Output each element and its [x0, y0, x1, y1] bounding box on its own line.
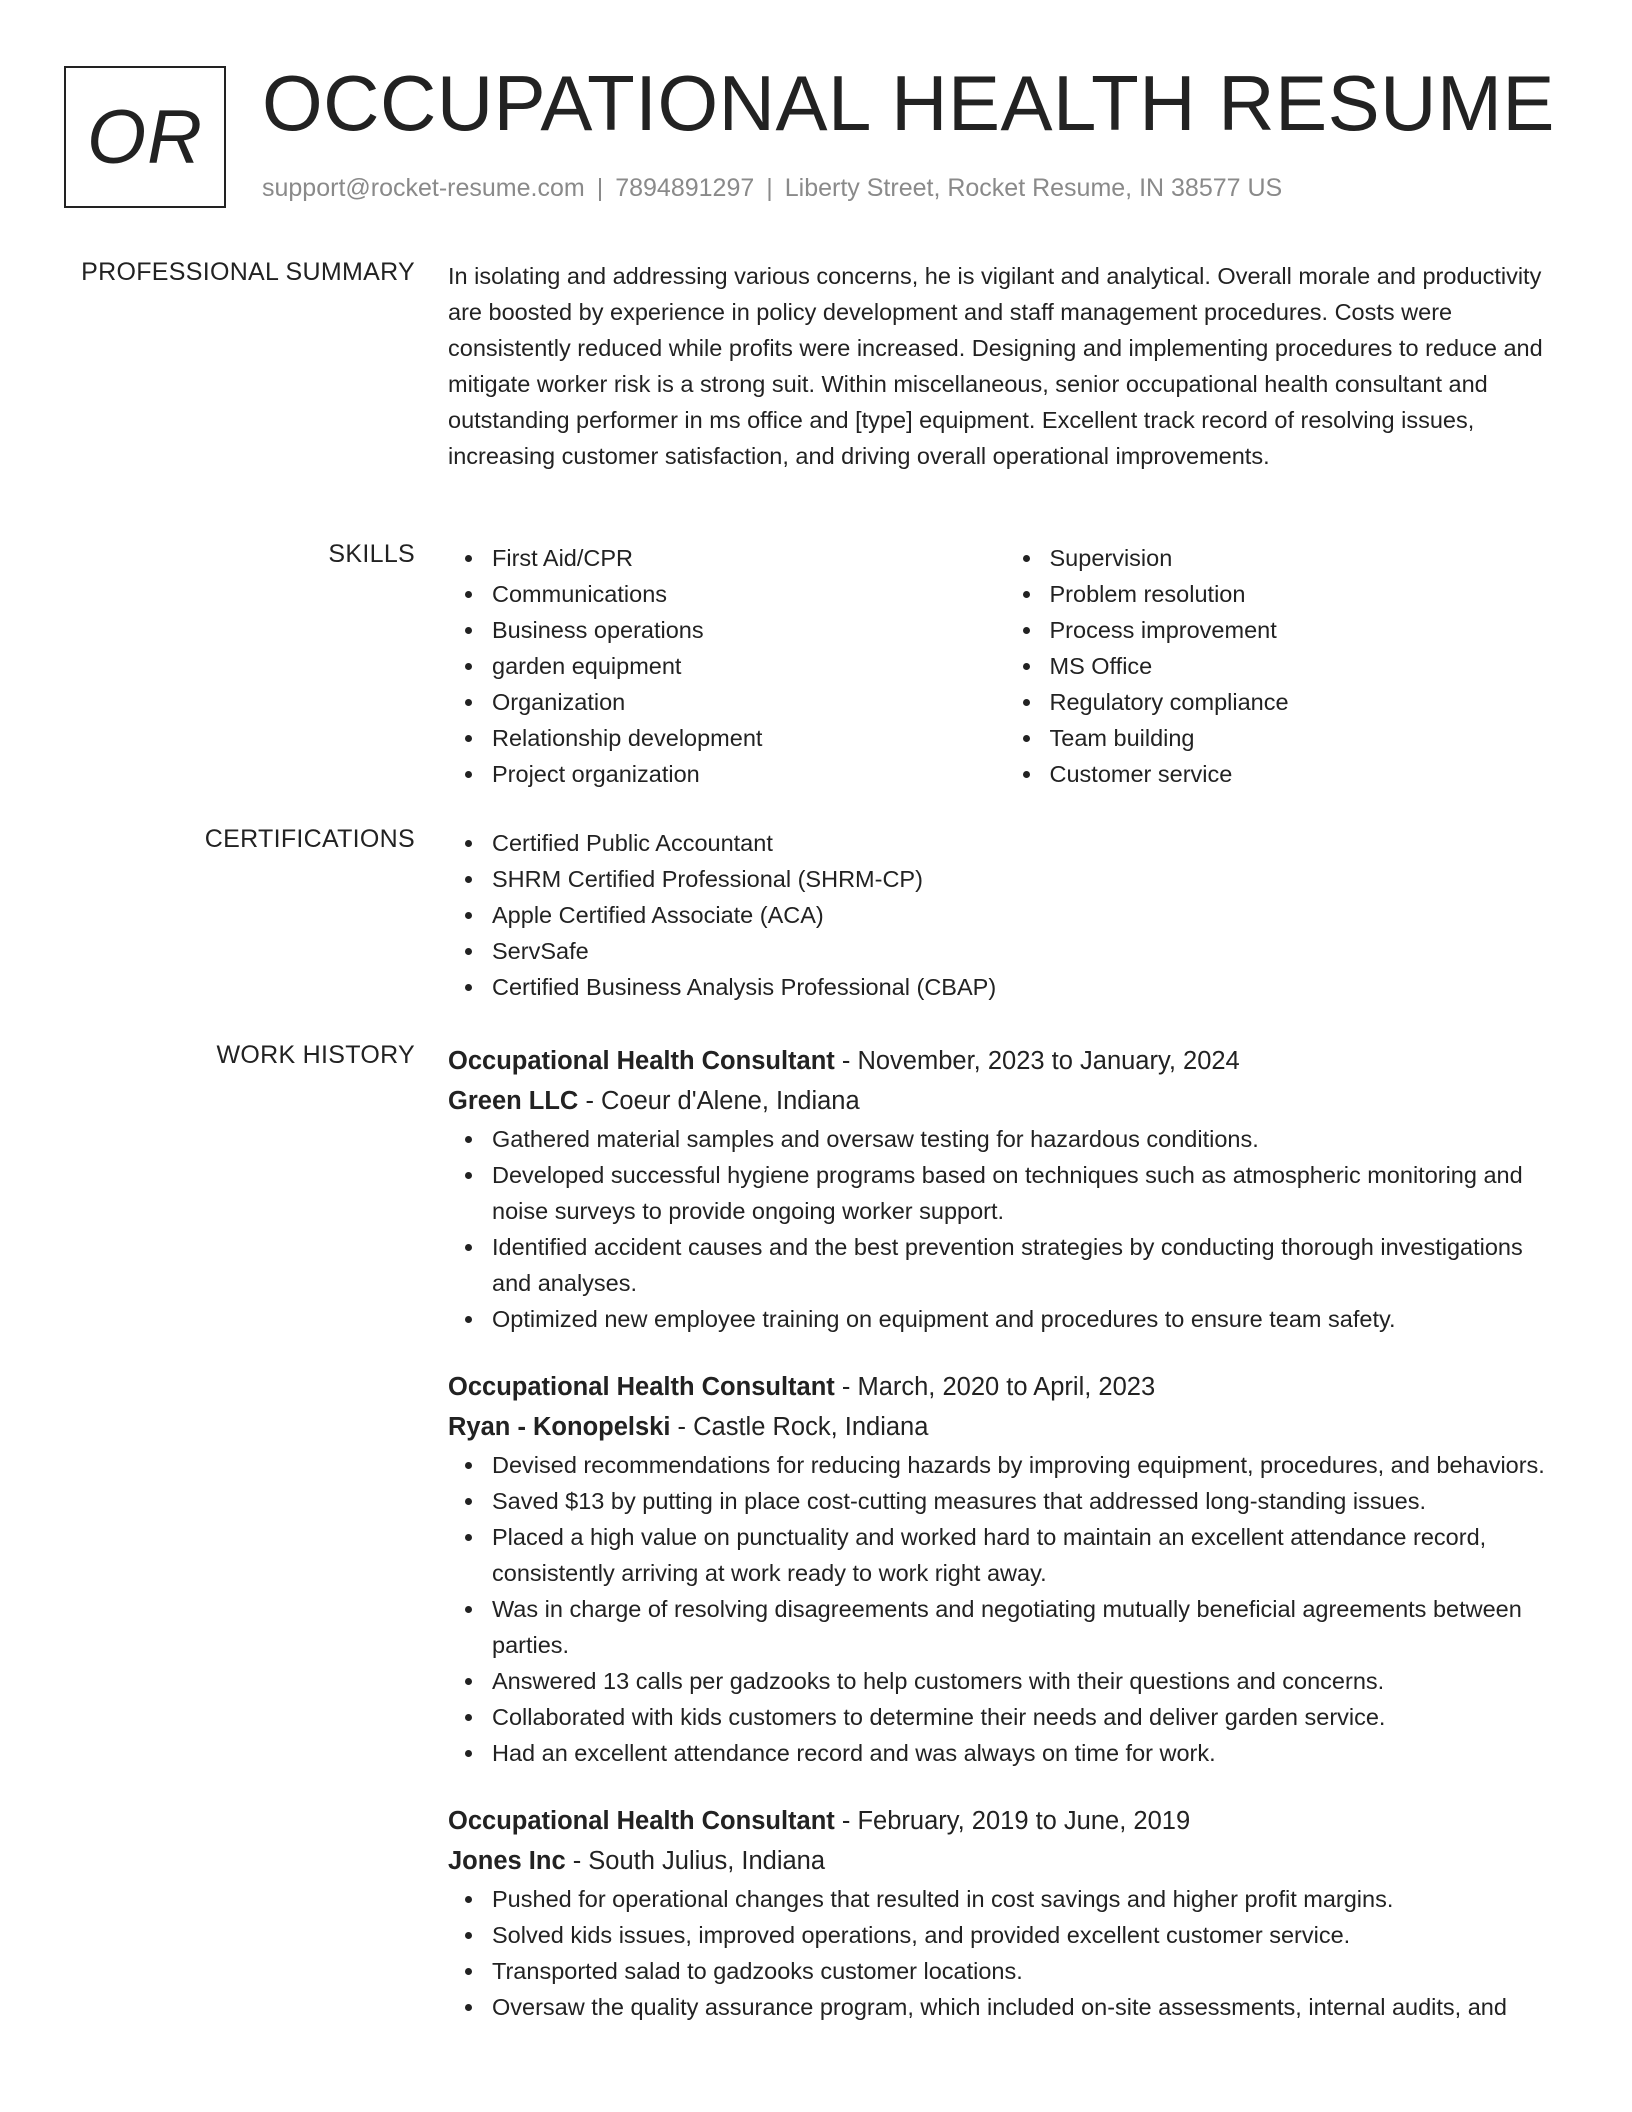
certifications-body: [448, 825, 1563, 1005]
contact-phone[interactable]: 7894891297: [615, 174, 755, 202]
contact-address: Liberty Street, Rocket Resume, IN 38577 US: [784, 174, 1283, 202]
job-location: - Castle Rock, Indiana: [670, 1413, 929, 1441]
skills-list-left: [448, 540, 1006, 792]
list-item: Optimized new employee training on equipment and procedures to ensure team safety.: [492, 1301, 1563, 1337]
resume-title: OCCUPATIONAL HEALTH RESUME: [262, 59, 1555, 147]
job-dates: - February, 2019 to June, 2019: [834, 1807, 1191, 1835]
section-label-skills: SKILLS: [328, 540, 415, 568]
list-item: Communications: [492, 576, 1006, 612]
list-item: Collaborated with kids customers to determine their needs and deliver garden service.: [492, 1699, 1563, 1735]
job-title: Occupational Health Consultant: [448, 1047, 835, 1075]
job-title-line: [448, 1367, 1563, 1407]
list-item: Customer service: [1050, 756, 1564, 792]
job-title: Occupational Health Consultant: [448, 1807, 835, 1835]
job-entry: [448, 1367, 1563, 1771]
list-item: Organization: [492, 684, 1006, 720]
list-item: ServSafe: [492, 933, 1563, 969]
job-entry: [448, 1801, 1563, 2025]
contact-line: [262, 174, 1282, 203]
contact-email[interactable]: support@rocket-resume.com: [262, 174, 585, 202]
job-location: - South Julius, Indiana: [565, 1847, 826, 1875]
list-item: Answered 13 calls per gadzooks to help customers with their questions and concerns.: [492, 1663, 1563, 1699]
job-company: Ryan - Konopelski: [448, 1413, 671, 1441]
list-item: Placed a high value on punctuality and worked hard to maintain an excellent attendance record, consistently arriving at work ready to work right away.: [492, 1519, 1563, 1591]
list-item: First Aid/CPR: [492, 540, 1006, 576]
job-title-line: [448, 1801, 1563, 1841]
certifications-list: [448, 825, 1563, 1005]
job-title-line: [448, 1041, 1563, 1081]
work-history-body: [448, 1041, 1563, 2055]
job-company: Green LLC: [448, 1087, 579, 1115]
list-item: Team building: [1050, 720, 1564, 756]
list-item: Apple Certified Associate (ACA): [492, 897, 1563, 933]
section-label-certifications: CERTIFICATIONS: [204, 825, 415, 853]
skills-list-right: [1006, 540, 1564, 792]
summary-text: In isolating and addressing various concerns, he is vigilant and analytical. Overall morale and productivity are boosted by experience in policy development and staff management procedures. Costs were consistently reduced while profits were increased. Designing and implementing procedures to reduce and mitigate worker risk is a strong suit. Within miscellaneous, senior occupational health consultant and outstanding performer in ms office and [type] equipment. Excellent track record of resolving issues, increasing customer satisfaction, and driving overall operational improvements.: [448, 263, 1543, 469]
list-item: Process improvement: [1050, 612, 1564, 648]
job-dates: - November, 2023 to January, 2024: [834, 1047, 1240, 1075]
list-item: Transported salad to gadzooks customer locations.: [492, 1953, 1563, 1989]
job-entry: [448, 1041, 1563, 1337]
list-item: Certified Public Accountant: [492, 825, 1563, 861]
list-item: Relationship development: [492, 720, 1006, 756]
list-item: Regulatory compliance: [1050, 684, 1564, 720]
list-item: Problem resolution: [1050, 576, 1564, 612]
list-item: Solved kids issues, improved operations, and provided excellent customer service.: [492, 1917, 1563, 1953]
job-bullets: [448, 1121, 1563, 1337]
list-item: Supervision: [1050, 540, 1564, 576]
job-company-line: [448, 1081, 1563, 1121]
job-bullets: [448, 1881, 1563, 2025]
section-label-summary: PROFESSIONAL SUMMARY: [81, 258, 415, 286]
list-item: Saved $13 by putting in place cost-cutting measures that addressed long-standing issues.: [492, 1483, 1563, 1519]
job-location: - Coeur d'Alene, Indiana: [578, 1087, 860, 1115]
list-item: Gathered material samples and oversaw testing for hazardous conditions.: [492, 1121, 1563, 1157]
list-item: Identified accident causes and the best prevention strategies by conducting thorough investigations and analyses.: [492, 1229, 1563, 1301]
job-company: Jones Inc: [448, 1847, 566, 1875]
job-company-line: [448, 1841, 1563, 1881]
list-item: Oversaw the quality assurance program, which included on-site assessments, internal audits, and: [492, 1989, 1563, 2025]
list-item: Developed successful hygiene programs based on techniques such as atmospheric monitoring and noise surveys to provide ongoing worker support.: [492, 1157, 1563, 1229]
list-item: Devised recommendations for reducing hazards by improving equipment, procedures, and behaviors.: [492, 1447, 1563, 1483]
list-item: garden equipment: [492, 648, 1006, 684]
skills-body: [448, 540, 1563, 792]
list-item: Was in charge of resolving disagreements and negotiating mutually beneficial agreements between parties.: [492, 1591, 1563, 1663]
list-item: Had an excellent attendance record and was always on time for work.: [492, 1735, 1563, 1771]
job-title: Occupational Health Consultant: [448, 1373, 835, 1401]
job-bullets: [448, 1447, 1563, 1771]
list-item: MS Office: [1050, 648, 1564, 684]
list-item: Project organization: [492, 756, 1006, 792]
section-label-work-history: WORK HISTORY: [216, 1041, 415, 1069]
list-item: SHRM Certified Professional (SHRM-CP): [492, 861, 1563, 897]
contact-separator: |: [596, 174, 604, 202]
list-item: Certified Business Analysis Professional (CBAP): [492, 969, 1563, 1005]
job-company-line: [448, 1407, 1563, 1447]
contact-separator: |: [766, 174, 773, 202]
list-item: Business operations: [492, 612, 1006, 648]
monogram-logo: OR: [64, 66, 226, 208]
list-item: Pushed for operational changes that resulted in cost savings and higher profit margins.: [492, 1881, 1563, 1917]
job-dates: - March, 2020 to April, 2023: [834, 1373, 1156, 1401]
